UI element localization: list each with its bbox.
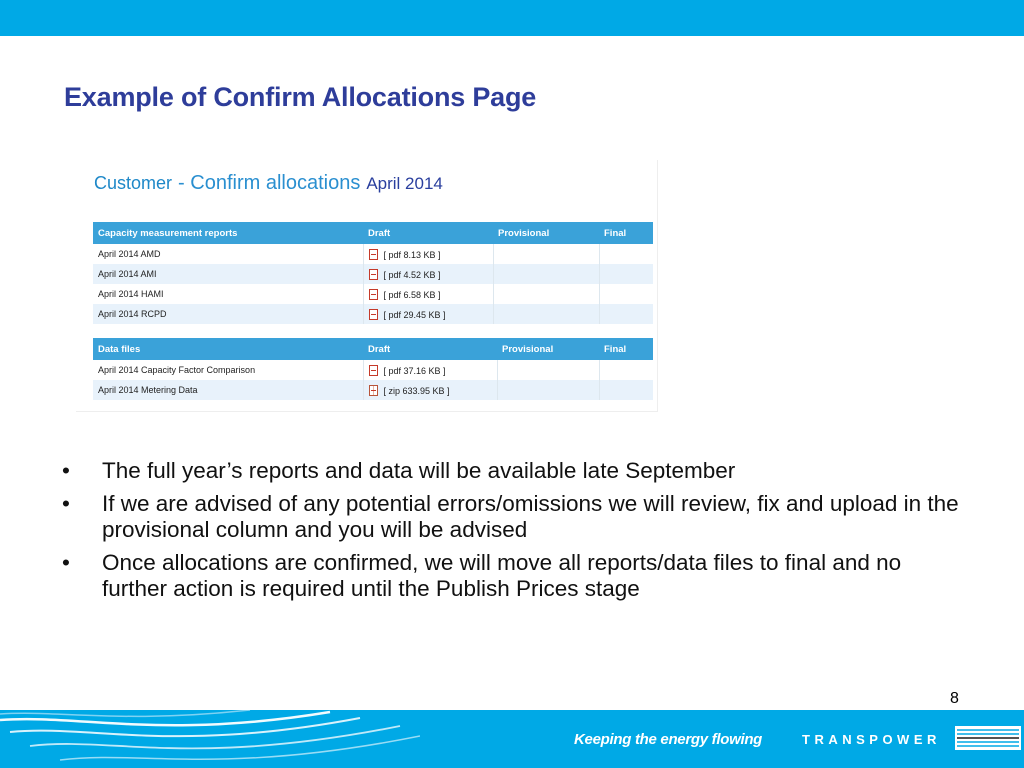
- col-header-draft: Draft: [363, 222, 493, 244]
- pdf-icon: [369, 269, 378, 280]
- col-header-final: Final: [599, 338, 653, 360]
- col-header-draft: Draft: [363, 338, 497, 360]
- draft-file-link[interactable]: [363, 264, 493, 284]
- wave-lines-icon: [0, 710, 420, 768]
- final-cell: [599, 264, 653, 284]
- table-row: [93, 284, 653, 304]
- draft-file-size[interactable]: [ zip 633.95 KB ]: [383, 385, 450, 396]
- slide-title: Example of Confirm Allocations Page: [64, 82, 537, 112]
- bullet-marker: •: [62, 550, 70, 575]
- provisional-cell: [497, 360, 599, 380]
- heading-customer: Customer: [94, 173, 173, 193]
- provisional-cell: [497, 380, 599, 400]
- data-files-table: [93, 338, 653, 400]
- final-cell: [599, 284, 653, 304]
- bullet-list: [62, 458, 972, 609]
- draft-file-link[interactable]: [363, 304, 493, 324]
- col-header-provisional: Provisional: [493, 222, 599, 244]
- bullet-marker: •: [62, 491, 70, 516]
- reports-table: [93, 222, 653, 324]
- provisional-cell: [493, 304, 599, 324]
- draft-file-size[interactable]: [ pdf 29.45 KB ]: [383, 309, 446, 320]
- bullet-text: Once allocations are confirmed, we will move all reports/data files to final and no further action is required until the Publish Prices stage: [102, 550, 902, 601]
- confirm-allocations-screenshot: [76, 160, 658, 412]
- draft-file-link[interactable]: [363, 244, 493, 264]
- table-row: [93, 380, 653, 400]
- final-cell: [599, 244, 653, 264]
- pdf-icon: [369, 309, 378, 320]
- top-banner: [0, 0, 1024, 36]
- provisional-cell: [493, 244, 599, 264]
- table-row: [93, 360, 653, 380]
- draft-file-size[interactable]: [ pdf 8.13 KB ]: [383, 249, 441, 260]
- provisional-cell: [493, 264, 599, 284]
- transpower-logo-icon: [955, 726, 1021, 750]
- heading-page: - Confirm allocations: [178, 172, 361, 194]
- heading-period: April 2014: [366, 174, 443, 193]
- col-header-reports: Capacity measurement reports: [93, 222, 363, 244]
- brand-name: TRANSPOWER: [802, 732, 941, 747]
- data-file-name: April 2014 Capacity Factor Comparison: [93, 360, 363, 380]
- page-number: 8: [950, 690, 959, 707]
- zip-icon: [369, 385, 378, 396]
- draft-file-size[interactable]: [ pdf 37.16 KB ]: [383, 365, 446, 376]
- footer-banner: [0, 710, 1024, 768]
- footer-tagline: Keeping the energy flowing: [574, 731, 763, 748]
- draft-file-link[interactable]: [363, 360, 497, 380]
- bullet-item: [62, 550, 972, 602]
- draft-file-link[interactable]: [363, 380, 497, 400]
- pdf-icon: [369, 249, 378, 260]
- report-name: April 2014 AMI: [93, 264, 363, 284]
- bullet-marker: •: [62, 458, 70, 483]
- report-name: April 2014 AMD: [93, 244, 363, 264]
- pdf-icon: [369, 289, 378, 300]
- pdf-icon: [369, 365, 378, 376]
- table-row: [93, 304, 653, 324]
- bullet-text: The full year’s reports and data will be available late September: [102, 458, 736, 483]
- final-cell: [599, 380, 653, 400]
- table-row: [93, 264, 653, 284]
- report-name: April 2014 HAMI: [93, 284, 363, 304]
- provisional-cell: [493, 284, 599, 304]
- report-name: April 2014 RCPD: [93, 304, 363, 324]
- draft-file-size[interactable]: [ pdf 4.52 KB ]: [383, 269, 441, 280]
- col-header-provisional: Provisional: [497, 338, 599, 360]
- data-files-table-header: [93, 338, 653, 360]
- bullet-item: [62, 491, 972, 543]
- bullet-text: If we are advised of any potential errors/omissions we will review, fix and upload in the provisional column and you will be advised: [102, 491, 959, 542]
- reports-table-header: [93, 222, 653, 244]
- table-row: [93, 244, 653, 264]
- draft-file-link[interactable]: [363, 284, 493, 304]
- draft-file-size[interactable]: [ pdf 6.58 KB ]: [383, 289, 441, 300]
- final-cell: [599, 360, 653, 380]
- col-header-data-files: Data files: [93, 338, 363, 360]
- bullet-item: [62, 458, 972, 484]
- screenshot-heading: [94, 172, 443, 195]
- data-file-name: April 2014 Metering Data: [93, 380, 363, 400]
- final-cell: [599, 304, 653, 324]
- col-header-final: Final: [599, 222, 653, 244]
